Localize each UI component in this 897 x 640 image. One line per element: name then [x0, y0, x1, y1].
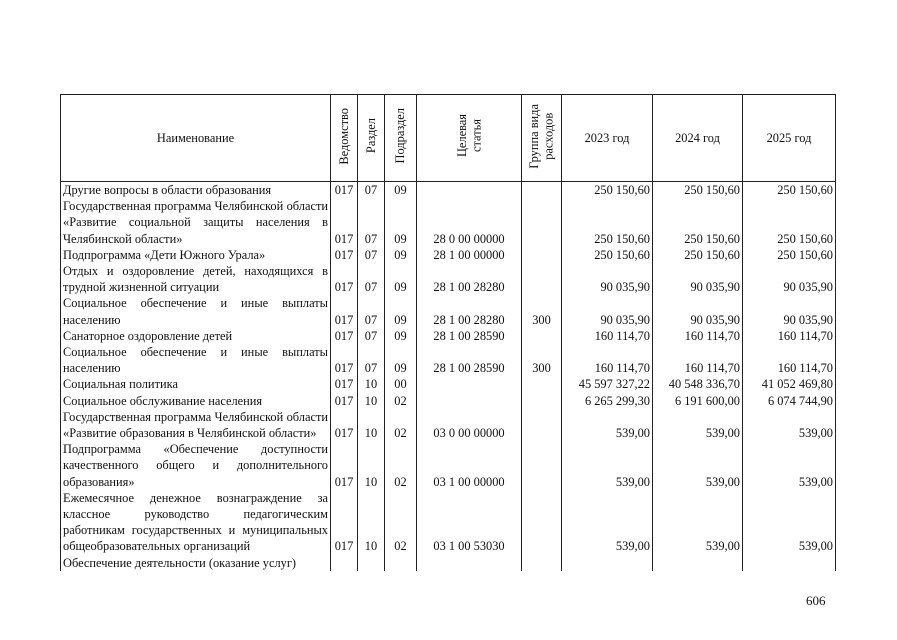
row-2024: 250 150,60	[653, 247, 743, 263]
row-target: 28 1 00 28280	[417, 295, 522, 327]
row-subsection	[385, 555, 417, 571]
row-2023: 45 597 327,22	[562, 376, 653, 392]
row-name: Социальное обеспечение и иные выплаты населению	[61, 295, 331, 327]
row-name: Социальное обслуживание населения	[61, 393, 331, 409]
row-name: Другие вопросы в области образования	[61, 182, 331, 199]
row-2023: 90 035,90	[562, 295, 653, 327]
row-group	[522, 328, 562, 344]
table-row	[61, 393, 836, 409]
row-group	[522, 263, 562, 295]
row-section	[358, 555, 385, 571]
row-subsection: 09	[385, 247, 417, 263]
table-row	[61, 409, 836, 441]
row-2023: 160 114,70	[562, 344, 653, 376]
table-row	[61, 198, 836, 247]
row-section: 10	[358, 376, 385, 392]
row-subsection: 09	[385, 328, 417, 344]
row-2024: 160 114,70	[653, 328, 743, 344]
row-target	[417, 376, 522, 392]
row-2023: 539,00	[562, 409, 653, 441]
row-2024: 539,00	[653, 441, 743, 490]
table-row	[61, 490, 836, 555]
row-target	[417, 182, 522, 199]
header-name: Наименование	[61, 95, 331, 182]
row-2023: 250 150,60	[562, 198, 653, 247]
row-group	[522, 555, 562, 571]
row-2024: 539,00	[653, 490, 743, 555]
header-subsection: Подраздел	[385, 95, 417, 182]
row-group	[522, 441, 562, 490]
row-name: Социальная политика	[61, 376, 331, 392]
row-2024: 90 035,90	[653, 263, 743, 295]
header-2023: 2023 год	[562, 95, 653, 182]
table-header-row	[61, 95, 836, 182]
row-target: 28 1 00 28590	[417, 344, 522, 376]
table-row	[61, 263, 836, 295]
row-group	[522, 490, 562, 555]
row-dept: 017	[331, 198, 358, 247]
row-target: 03 0 00 00000	[417, 409, 522, 441]
row-dept: 017	[331, 490, 358, 555]
row-section: 07	[358, 344, 385, 376]
row-2024: 40 548 336,70	[653, 376, 743, 392]
row-name: Обеспечение деятельности (оказание услуг)	[61, 555, 331, 571]
row-group	[522, 393, 562, 409]
row-group	[522, 247, 562, 263]
row-section: 07	[358, 328, 385, 344]
row-dept	[331, 555, 358, 571]
row-dept: 017	[331, 376, 358, 392]
row-target: 28 0 00 00000	[417, 198, 522, 247]
table-row	[61, 182, 836, 199]
header-2025: 2025 год	[743, 95, 836, 182]
row-2025: 250 150,60	[743, 182, 836, 199]
header-target: Целевая статья	[417, 95, 522, 182]
row-2023: 250 150,60	[562, 182, 653, 199]
row-name: Санаторное оздоровление детей	[61, 328, 331, 344]
row-target	[417, 555, 522, 571]
row-2025: 160 114,70	[743, 328, 836, 344]
table-row	[61, 344, 836, 376]
row-section: 07	[358, 247, 385, 263]
table-row	[61, 328, 836, 344]
row-2023: 539,00	[562, 441, 653, 490]
row-2025: 6 074 744,90	[743, 393, 836, 409]
row-2025: 41 052 469,80	[743, 376, 836, 392]
row-target: 28 1 00 28590	[417, 328, 522, 344]
row-2024: 250 150,60	[653, 182, 743, 199]
table-row	[61, 441, 836, 490]
row-2025	[743, 555, 836, 571]
row-group	[522, 409, 562, 441]
row-2023: 160 114,70	[562, 328, 653, 344]
budget-table	[60, 94, 836, 571]
row-2023: 539,00	[562, 490, 653, 555]
row-subsection: 02	[385, 409, 417, 441]
row-dept: 017	[331, 393, 358, 409]
row-section: 07	[358, 182, 385, 199]
row-target: 28 1 00 00000	[417, 247, 522, 263]
row-subsection: 09	[385, 344, 417, 376]
row-name: Подпрограмма «Дети Южного Урала»	[61, 247, 331, 263]
row-name: Социальное обеспечение и иные выплаты населению	[61, 344, 331, 376]
header-2024: 2024 год	[653, 95, 743, 182]
row-subsection: 02	[385, 490, 417, 555]
row-dept: 017	[331, 247, 358, 263]
row-subsection: 02	[385, 393, 417, 409]
row-name: Отдых и оздоровление детей, находящихся в трудной жизненной ситуации	[61, 263, 331, 295]
row-dept: 017	[331, 409, 358, 441]
row-2025: 250 150,60	[743, 247, 836, 263]
row-section: 10	[358, 393, 385, 409]
row-target: 03 1 00 53030	[417, 490, 522, 555]
row-dept: 017	[331, 344, 358, 376]
row-2024: 539,00	[653, 409, 743, 441]
row-group: 300	[522, 295, 562, 327]
row-2023: 250 150,60	[562, 247, 653, 263]
row-group	[522, 198, 562, 247]
row-2024: 90 035,90	[653, 295, 743, 327]
row-subsection: 02	[385, 441, 417, 490]
table-row	[61, 295, 836, 327]
row-2024	[653, 555, 743, 571]
row-group	[522, 182, 562, 199]
row-2023	[562, 555, 653, 571]
row-name: Ежемесячное денежное вознаграждение за классное руководство педагогическим работникам государственных и муниципальных общеобразовательных организаций	[61, 490, 331, 555]
row-section: 07	[358, 263, 385, 295]
row-subsection: 09	[385, 182, 417, 199]
row-name: Подпрограмма «Обеспечение доступности качественного общего и дополнительного образования»	[61, 441, 331, 490]
row-subsection: 09	[385, 198, 417, 247]
row-dept: 017	[331, 328, 358, 344]
row-target: 03 1 00 00000	[417, 441, 522, 490]
row-2025: 250 150,60	[743, 198, 836, 247]
row-2025: 539,00	[743, 409, 836, 441]
row-section: 10	[358, 441, 385, 490]
row-name: Государственная программа Челябинской области «Развитие образования в Челябинской области»	[61, 409, 331, 441]
row-2025: 90 035,90	[743, 295, 836, 327]
row-dept: 017	[331, 182, 358, 199]
table-row	[61, 247, 836, 263]
row-section: 07	[358, 198, 385, 247]
row-2023: 90 035,90	[562, 263, 653, 295]
row-2025: 539,00	[743, 441, 836, 490]
row-subsection: 00	[385, 376, 417, 392]
row-group: 300	[522, 344, 562, 376]
header-section: Раздел	[358, 95, 385, 182]
row-2023: 6 265 299,30	[562, 393, 653, 409]
header-group: Группа вида расходов	[522, 95, 562, 182]
row-dept: 017	[331, 441, 358, 490]
header-dept: Ведомство	[331, 95, 358, 182]
row-target: 28 1 00 28280	[417, 263, 522, 295]
row-2025: 90 035,90	[743, 263, 836, 295]
row-section: 07	[358, 295, 385, 327]
row-group	[522, 376, 562, 392]
table-row	[61, 555, 836, 571]
row-2025: 539,00	[743, 490, 836, 555]
row-2024: 250 150,60	[653, 198, 743, 247]
row-dept: 017	[331, 295, 358, 327]
row-dept: 017	[331, 263, 358, 295]
table-row	[61, 376, 836, 392]
row-name: Государственная программа Челябинской области «Развитие социальной защиты населения в Челябинской области»	[61, 198, 331, 247]
row-2025: 160 114,70	[743, 344, 836, 376]
row-section: 10	[358, 409, 385, 441]
row-target	[417, 393, 522, 409]
row-section: 10	[358, 490, 385, 555]
row-subsection: 09	[385, 295, 417, 327]
row-subsection: 09	[385, 263, 417, 295]
row-2024: 160 114,70	[653, 344, 743, 376]
row-2024: 6 191 600,00	[653, 393, 743, 409]
page-number: 606	[806, 593, 826, 608]
